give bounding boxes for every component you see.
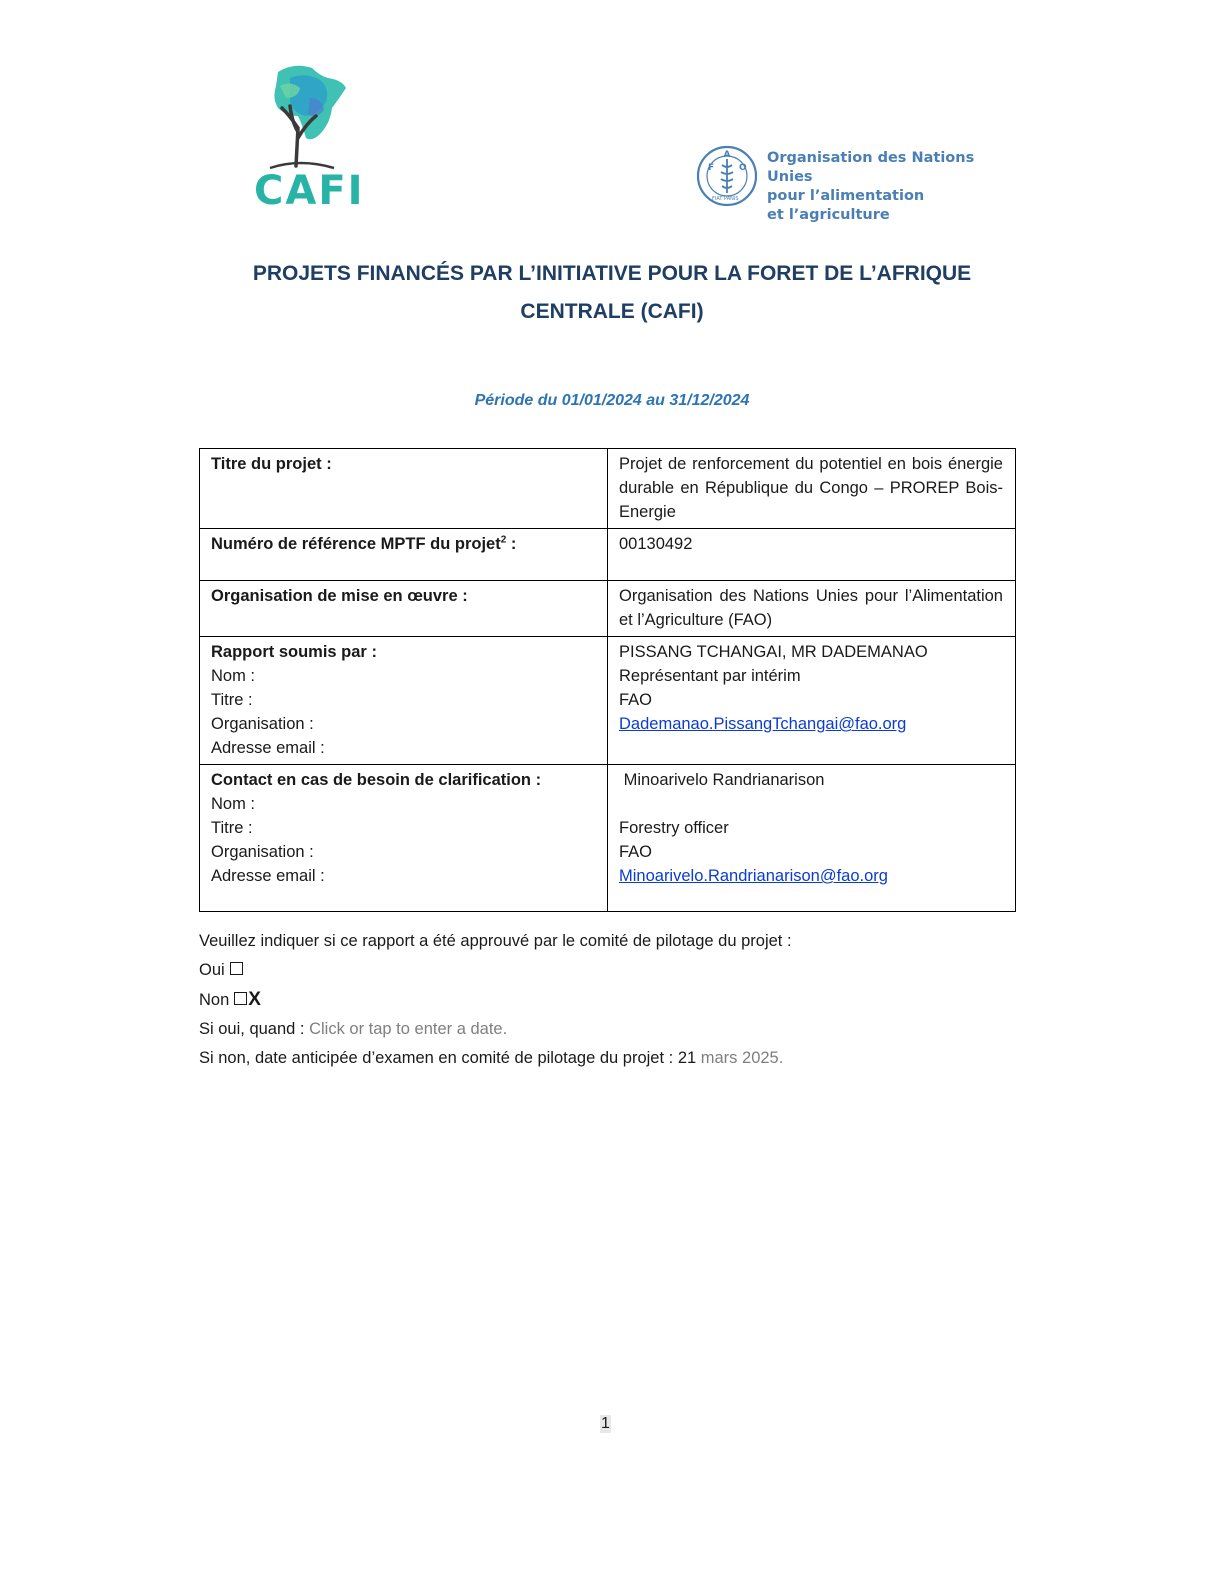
- title-line: PROJETS FINANCÉS PAR L’INITIATIVE POUR LA FORET DE L’AFRIQUE: [252, 262, 972, 285]
- cafi-tree-africa-icon: [250, 58, 360, 173]
- fao-emblem-motto: FIAT PANIS: [712, 196, 739, 202]
- table-row: [200, 449, 1016, 529]
- fao-name-line: et l’agriculture: [767, 207, 890, 223]
- yes-label: Oui: [199, 961, 225, 979]
- no-checked-mark: X: [248, 989, 261, 1010]
- page-number: 1: [601, 1415, 610, 1432]
- implementing-org-label: Organisation de mise en œuvre :: [200, 581, 608, 637]
- submitter-name: PISSANG TCHANGAI, MR DADEMANAO: [619, 643, 928, 661]
- mptf-reference-value: 00130492: [608, 529, 1016, 581]
- field-label: Organisation :: [211, 843, 314, 861]
- if-yes-label: Si oui, quand :: [199, 1020, 310, 1038]
- approval-section: [199, 927, 1019, 1073]
- project-info-table: [199, 448, 1016, 912]
- field-label: Titre :: [211, 819, 253, 837]
- no-label: Non: [199, 991, 230, 1009]
- fao-emblem-letter: O: [739, 163, 747, 173]
- contact-labels: [200, 765, 608, 912]
- cafi-wordmark: CAFI: [254, 168, 365, 214]
- yes-checkbox[interactable]: [230, 962, 243, 975]
- contact-values: [608, 765, 1016, 912]
- contact-title: Forestry officer: [619, 819, 729, 837]
- fao-emblem-icon: [696, 145, 758, 207]
- fao-name-line: Organisation des Nations Unies: [767, 150, 975, 185]
- submitter-email-link[interactable]: Dademanao.PissangTchangai@fao.org: [619, 715, 907, 733]
- submitted-by-labels: [200, 637, 608, 765]
- anticipated-date-row: [199, 1044, 1019, 1073]
- field-label: Adresse email :: [211, 739, 325, 757]
- date-picker-field[interactable]: Click or tap to enter a date.: [309, 1020, 508, 1038]
- project-title-value: Projet de renforcement du potentiel en bois énergie durable en République du Congo – PROREP Bois-Energie: [608, 449, 1016, 529]
- contact-organisation: FAO: [619, 843, 653, 861]
- table-row: [200, 529, 1016, 581]
- document-title: [180, 255, 1044, 331]
- submitted-by-label: Rapport soumis par :: [211, 643, 377, 661]
- approval-yes-row: [199, 956, 1019, 985]
- mptf-reference-label: Numéro de référence MPTF du projet$^2$ :: [200, 529, 608, 581]
- field-label: Nom :: [211, 795, 256, 813]
- submitter-title: Représentant par intérim: [619, 667, 801, 685]
- anticipated-date-field[interactable]: mars 2025.: [700, 1049, 784, 1067]
- contact-name: Minoarivelo Randrianarison: [619, 771, 825, 789]
- no-checkbox[interactable]: [234, 992, 247, 1005]
- fao-emblem-letter: F: [708, 163, 715, 173]
- implementing-org-value: Organisation des Nations Unies pour l’Alimentation et l’Agriculture (FAO): [608, 581, 1016, 637]
- submitter-organisation: FAO: [619, 691, 653, 709]
- cafi-logo: [250, 58, 365, 214]
- field-label: Titre :: [211, 691, 253, 709]
- approval-question: Veuillez indiquer si ce rapport a été approuvé par le comité de pilotage du projet :: [199, 932, 792, 950]
- reporting-period: Période du 01/01/2024 au 31/12/2024: [474, 392, 750, 409]
- if-no-label: Si non, date anticipée d’examen en comité de pilotage du projet : 21: [199, 1049, 701, 1067]
- fao-logo: [696, 145, 1006, 223]
- contact-label: Contact en cas de besoin de clarification :: [211, 771, 542, 789]
- field-label: Nom :: [211, 667, 256, 685]
- title-line: CENTRALE (CAFI): [520, 300, 704, 323]
- table-row: [200, 637, 1016, 765]
- submitted-by-values: [608, 637, 1016, 765]
- field-label: Organisation :: [211, 715, 314, 733]
- table-row: [200, 765, 1016, 912]
- contact-email-link[interactable]: Minoarivelo.Randrianarison@fao.org: [619, 867, 888, 885]
- table-row: [200, 581, 1016, 637]
- fao-name: [767, 149, 1006, 225]
- project-title-label: Titre du projet :: [200, 449, 608, 529]
- fao-name-line: pour l’alimentation: [767, 188, 925, 204]
- approval-no-row: [199, 985, 1019, 1015]
- approval-date-row: [199, 1015, 1019, 1044]
- field-label: Adresse email :: [211, 867, 325, 885]
- fao-emblem-letter: A: [723, 150, 731, 160]
